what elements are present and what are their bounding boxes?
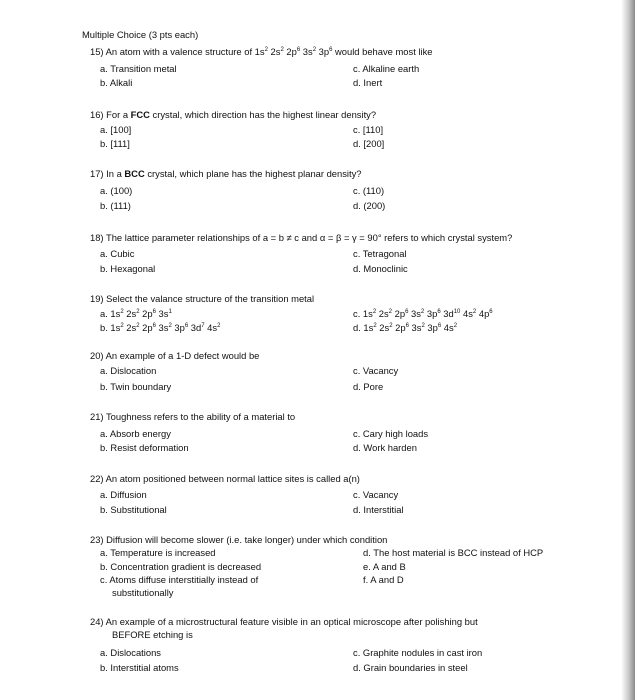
question-15-stem: 15) An atom with a valence structure of $1s^2$ $2s^2$ $2p^6$ $3s^2$ $3p^6$ would behave most like	[90, 46, 433, 57]
question-17-option-a[interactable]: a. (100)	[100, 185, 133, 196]
question-18-option-c[interactable]: c. Tetragonal	[353, 248, 407, 259]
question-18-option-b[interactable]: b. Hexagonal	[100, 263, 156, 274]
question-16-stem-post: crystal, which direction has the highest linear density?	[149, 109, 377, 120]
question-22-stem: 22) An atom positioned between normal lattice sites is called a(n)	[90, 473, 360, 484]
question-17-option-c[interactable]: c. (110)	[353, 185, 385, 196]
question-23-option-c-continued: substitutionally	[112, 587, 174, 598]
question-21-option-a[interactable]: a. Absorb energy	[100, 428, 171, 439]
question-23-option-a[interactable]: a. Temperature is increased	[100, 547, 216, 558]
question-16-option-b[interactable]: b. [111]	[100, 138, 130, 149]
question-16-option-c[interactable]: c. [110]	[353, 124, 384, 135]
question-23-option-d[interactable]: d. The host material is BCC instead of HCP	[363, 547, 544, 558]
question-24-option-a[interactable]: a. Dislocations	[100, 647, 161, 658]
question-16-stem	[90, 109, 376, 121]
question-15-option-a[interactable]: a. Transition metal	[100, 63, 177, 74]
question-21-option-b[interactable]: b. Resist deformation	[100, 442, 189, 453]
question-20-option-a[interactable]: a. Dislocation	[100, 365, 157, 376]
question-22-option-b[interactable]: b. Substitutional	[100, 504, 167, 515]
question-20-stem: 20) An example of a 1-D defect would be	[90, 350, 260, 361]
question-23-stem: 23) Diffusion will become slower (i.e. take longer) under which condition	[90, 534, 388, 545]
question-17-stem-pre: 17) In a	[90, 168, 125, 179]
question-22-option-c[interactable]: c. Vacancy	[353, 489, 399, 500]
question-18-option-a[interactable]: a. Cubic	[100, 248, 135, 259]
question-18-option-d[interactable]: d. Monoclinic	[353, 263, 408, 274]
question-17-stem-bold: BCC	[124, 168, 145, 179]
question-20-option-c[interactable]: c. Vacancy	[353, 365, 399, 376]
question-24-option-b[interactable]: b. Interstitial atoms	[100, 662, 179, 673]
question-20-option-d[interactable]: d. Pore	[353, 381, 384, 392]
question-24-stem-continued: BEFORE etching is	[112, 629, 193, 640]
question-18-stem: 18) The lattice parameter relationships of a = b ≠ c and α = β = γ = 90° refers to which crystal system?	[90, 232, 513, 243]
question-19-option-a[interactable]: a. $1s^2$ $2s^2$ $2p^6$ $3s^1$	[100, 308, 172, 319]
question-19-stem: 19) Select the valance structure of the transition metal	[90, 293, 315, 304]
question-23-option-c[interactable]: c. Atoms diffuse interstitially instead of	[100, 574, 259, 585]
question-17-option-b[interactable]: b. (111)	[100, 200, 131, 211]
page-edge-shadow	[621, 0, 635, 700]
question-21-stem: 21) Toughness refers to the ability of a material to	[90, 411, 296, 422]
question-17-option-d[interactable]: d. (200)	[353, 200, 386, 211]
question-22-option-a[interactable]: a. Diffusion	[100, 489, 147, 500]
question-19-option-b[interactable]: b. $1s^2$ $2s^2$ $2p^6$ $3s^2$ $3p^6$ $3d^7$ $4s^2$	[100, 322, 221, 333]
question-17-stem	[90, 168, 362, 180]
question-24-stem: 24) An example of a microstructural feature visible in an optical microscope after polishing but	[90, 616, 478, 627]
question-24-option-c[interactable]: c. Graphite nodules in cast iron	[353, 647, 483, 658]
question-16-option-d[interactable]: d. [200]	[353, 138, 385, 149]
question-24-option-d[interactable]: d. Grain boundaries in steel	[353, 662, 468, 673]
question-16-option-a[interactable]: a. [100]	[100, 124, 132, 135]
question-15-option-b[interactable]: b. Alkali	[100, 77, 133, 88]
question-20-option-b[interactable]: b. Twin boundary	[100, 381, 172, 392]
question-22-option-d[interactable]: d. Interstitial	[353, 504, 404, 515]
question-19-option-d[interactable]: d. $1s^2$ $2s^2$ $2p^6$ $3s^2$ $3p^6$ $4s^2$	[353, 322, 458, 333]
question-17-stem-post: crystal, which plane has the highest planar density?	[144, 168, 362, 179]
question-23-option-b[interactable]: b. Concentration gradient is decreased	[100, 561, 262, 572]
question-19-option-c[interactable]: c. $1s^2$ $2s^2$ $2p^6$ $3s^2$ $3p^6$ $3d^{10}$ $4s^2$ $4p^6$	[353, 308, 493, 319]
section-header: Multiple Choice (3 pts each)	[82, 29, 199, 40]
question-16-stem-bold: FCC	[130, 109, 150, 120]
question-15-option-c[interactable]: c. Alkaline earth	[353, 63, 420, 74]
question-15-option-d[interactable]: d. Inert	[353, 77, 383, 88]
question-21-option-d[interactable]: d. Work harden	[353, 442, 417, 453]
question-16-stem-pre: 16) For a	[90, 109, 131, 120]
question-23-option-e[interactable]: e. A and B	[363, 561, 406, 572]
question-23-option-f[interactable]: f. A and D	[363, 574, 404, 585]
question-21-option-c[interactable]: c. Cary high loads	[353, 428, 429, 439]
